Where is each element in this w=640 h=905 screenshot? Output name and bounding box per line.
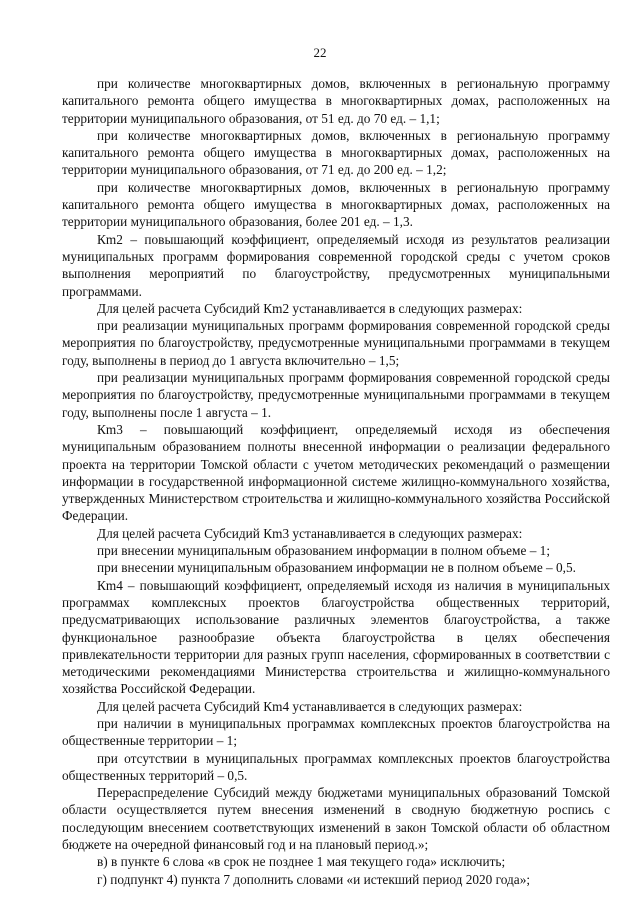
paragraph: при реализации муниципальных программ формирования современной городской среды мероприятия по благоустройству, предусмотренные муниципальными программами в текущем году, выполнены в период до 1 августа включительно – 1,5; — [62, 318, 610, 368]
paragraph: Кm4 – повышающий коэффициент, определяемый исходя из наличия в муниципальных программах комплексных проектов благоустройства общественных территорий, предусматривающих использование различных элементов благоустройства, а также функциональное разнообразие объекта благоустройства в целях обеспечения привлекательности территории для разных групп населения, сформированных в соответствии с методическими рекомендациями Министерства строительства и жилищно-коммунального хозяйства Российской Федерации. — [62, 577, 610, 697]
paragraph: Кm3 – повышающий коэффициент, определяемый исходя из обеспечения муниципальным образованием полноты внесенной информации о реализации федерального проекта на территории Томской области с учетом методических рекомендаций о размещении информации в государственной информационной системе жилищно-коммунального хозяйства, утвержденных Министерством строительства и жилищно-коммунального хозяйства Российской Федерации. — [62, 421, 610, 524]
paragraph: при наличии в муниципальных программах комплексных проектов благоустройства на общественные территории – 1; — [62, 715, 610, 749]
paragraph: при отсутствии в муниципальных программах комплексных проектов благоустройства общественных территорий – 0,5. — [62, 750, 610, 783]
paragraph: Кm2 – повышающий коэффициент, определяемый исходя из результатов реализации муниципальных программ формирования современной городской среды с учетом сроков выполнения мероприятий по благоустройству, предусмотренных муниципальными программами. — [62, 231, 610, 299]
paragraph: Для целей расчета Субсидий Кm4 устанавливается в следующих размерах: — [97, 698, 523, 714]
paragraph: при количестве многоквартирных домов, включенных в региональную программу капитального ремонта общего имущества в многоквартирных домах, расположенных на территории муниципального образования, от 51 ед. до 70 ед. – 1,1; — [62, 76, 610, 126]
paragraph: Для целей расчета Субсидий Кm3 устанавливается в следующих размерах: — [97, 525, 523, 541]
document-body — [62, 75, 610, 888]
page-number: 22 — [313, 45, 327, 60]
paragraph: при внесении муниципальным образованием информации не в полном объеме – 0,5. — [97, 560, 576, 576]
paragraph: при внесении муниципальным образованием информации в полном объеме – 1; — [97, 543, 551, 559]
paragraph: Перераспределение Субсидий между бюджетами муниципальных образований Томской области осуществляется путем внесения изменений в сводную бюджетную роспись с последующим внесением соответствующих изменений в закон Томской области об областном бюджете на очередной финансовый год и на плановый период.»; — [62, 785, 610, 853]
paragraph: г) подпункт 4) пункта 7 дополнить словами «и истекший период 2020 года»; — [97, 871, 531, 887]
paragraph: Для целей расчета Субсидий Кm2 устанавливается в следующих размерах: — [97, 300, 523, 316]
paragraph: при реализации муниципальных программ формирования современной городской среды мероприятия по благоустройству, предусмотренные муниципальными программами в текущем году, выполнены после 1 августа – 1. — [62, 370, 610, 420]
paragraph: при количестве многоквартирных домов, включенных в региональную программу капитального ремонта общего имущества в многоквартирных домах, расположенных на территории муниципального образования, более 201 ед. – 1,3. — [62, 179, 610, 230]
paragraph: при количестве многоквартирных домов, включенных в региональную программу капитального ремонта общего имущества в многоквартирных домах, расположенных на территории муниципального образования, от 71 ед. до 200 ед. – 1,2; — [62, 127, 610, 178]
paragraph: в) в пункте 6 слова «в срок не позднее 1 мая текущего года» исключить; — [97, 854, 506, 870]
